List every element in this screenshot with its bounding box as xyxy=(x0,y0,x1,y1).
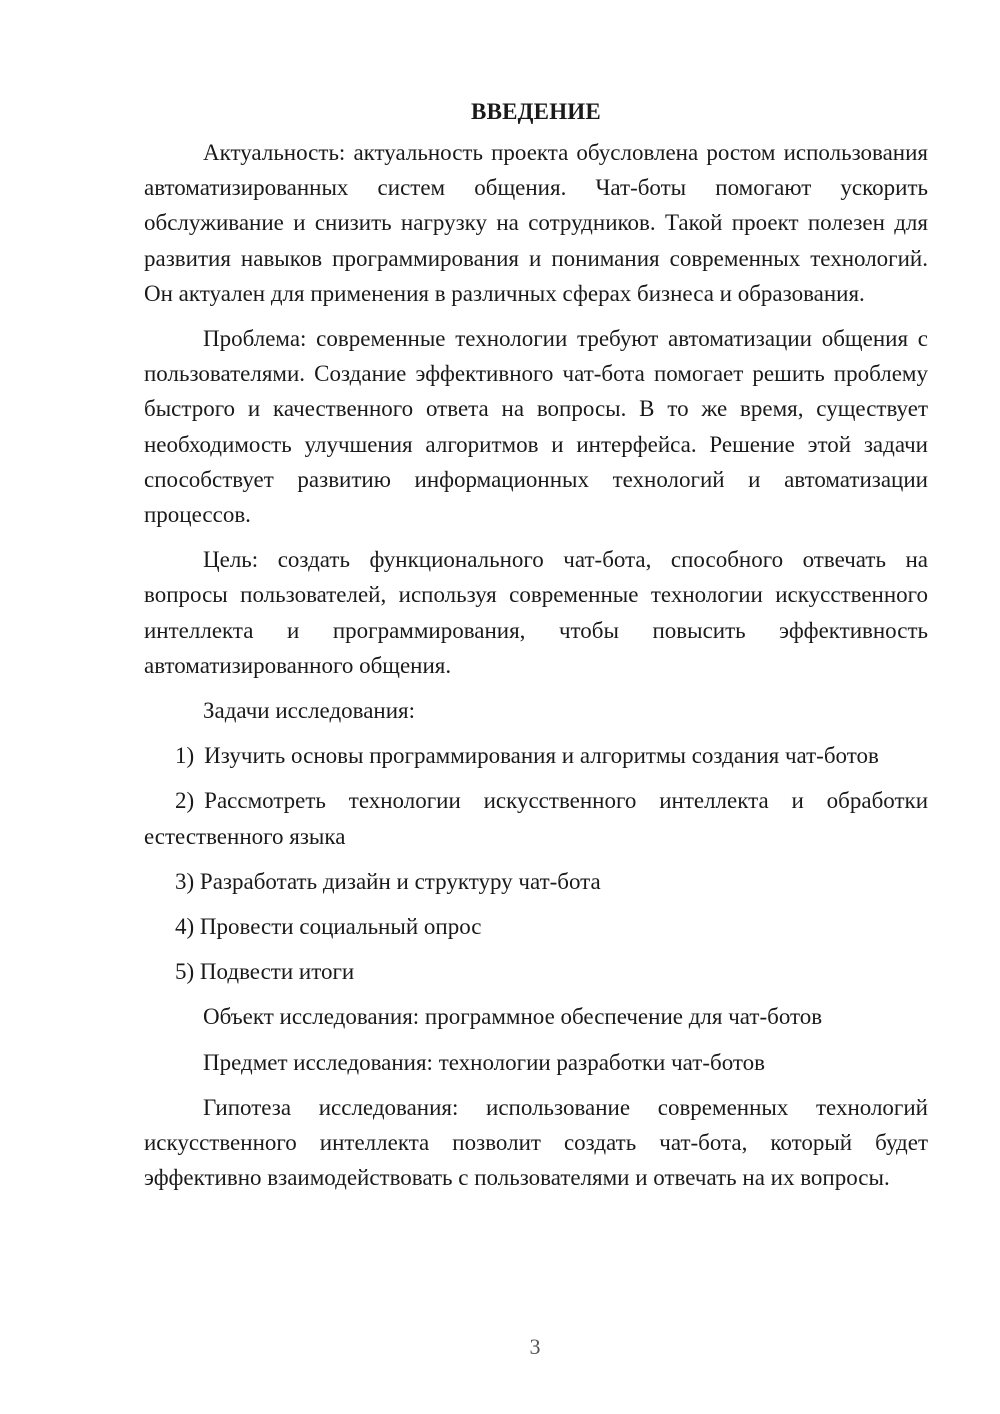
page-number: 3 xyxy=(529,1334,541,1359)
task-item-5 xyxy=(144,954,928,989)
relevance-paragraph: Актуальность: актуальность проекта обусловлена ростом использования автоматизированных систем общения. Чат-боты помогают ускорить обслуживание и снизить нагрузку на сотрудников. Такой проект полезен для развития навыков программирования и понимания современных технологий. Он актуален для применения в различных сферах бизнеса и образования. xyxy=(144,140,928,306)
page-title: ВВЕДЕНИЕ xyxy=(471,99,601,124)
task-item-4 xyxy=(144,909,928,944)
problem-paragraph: Проблема: современные технологии требуют автоматизации общения с пользователями. Создание эффективного чат-бота помогает решить проблему быстрого и качественного ответа на вопросы. В то же время, существует необходимость улучшения алгоритмов и интерфейса. Решение этой задачи способствует развитию информационных технологий и автоматизации процессов. xyxy=(144,326,928,528)
page-content xyxy=(144,94,928,1205)
task-number: 1) xyxy=(175,743,195,769)
task-text: Разработать дизайн и структуру чат-бота xyxy=(199,868,601,894)
task-text: Изучить основы программирования и алгоритмы создания чат-ботов xyxy=(204,743,879,769)
task-text: Подвести итоги xyxy=(199,959,355,985)
task-item-2 xyxy=(144,783,928,853)
task-number: 4) xyxy=(175,914,195,940)
task-item-1 xyxy=(144,738,928,773)
research-hypothesis: Гипотеза исследования: использование современных технологий искусственного интеллекта позволит создать чат-бота, который будет эффективно взаимодействовать с пользователями и отвечать на их вопросы. xyxy=(144,1094,928,1191)
task-text: Провести социальный опрос xyxy=(199,914,482,940)
goal-paragraph: Цель: создать функционального чат-бота, способного отвечать на вопросы пользователей, используя современные технологии искусственного интеллекта и программирования, чтобы повысить эффективность автоматизированного общения. xyxy=(144,547,928,678)
task-item-3 xyxy=(144,864,928,899)
tasks-heading: Задачи исследования: xyxy=(203,698,416,724)
task-number: 2) xyxy=(175,788,195,814)
research-object: Объект исследования: программное обеспечение для чат-ботов xyxy=(203,1004,823,1030)
research-subject: Предмет исследования: технологии разработки чат-ботов xyxy=(203,1049,766,1075)
task-text: Рассмотреть технологии искусственного интеллекта и обработки естественного языка xyxy=(144,788,928,849)
task-number: 3) xyxy=(175,868,195,894)
task-number: 5) xyxy=(175,959,195,985)
